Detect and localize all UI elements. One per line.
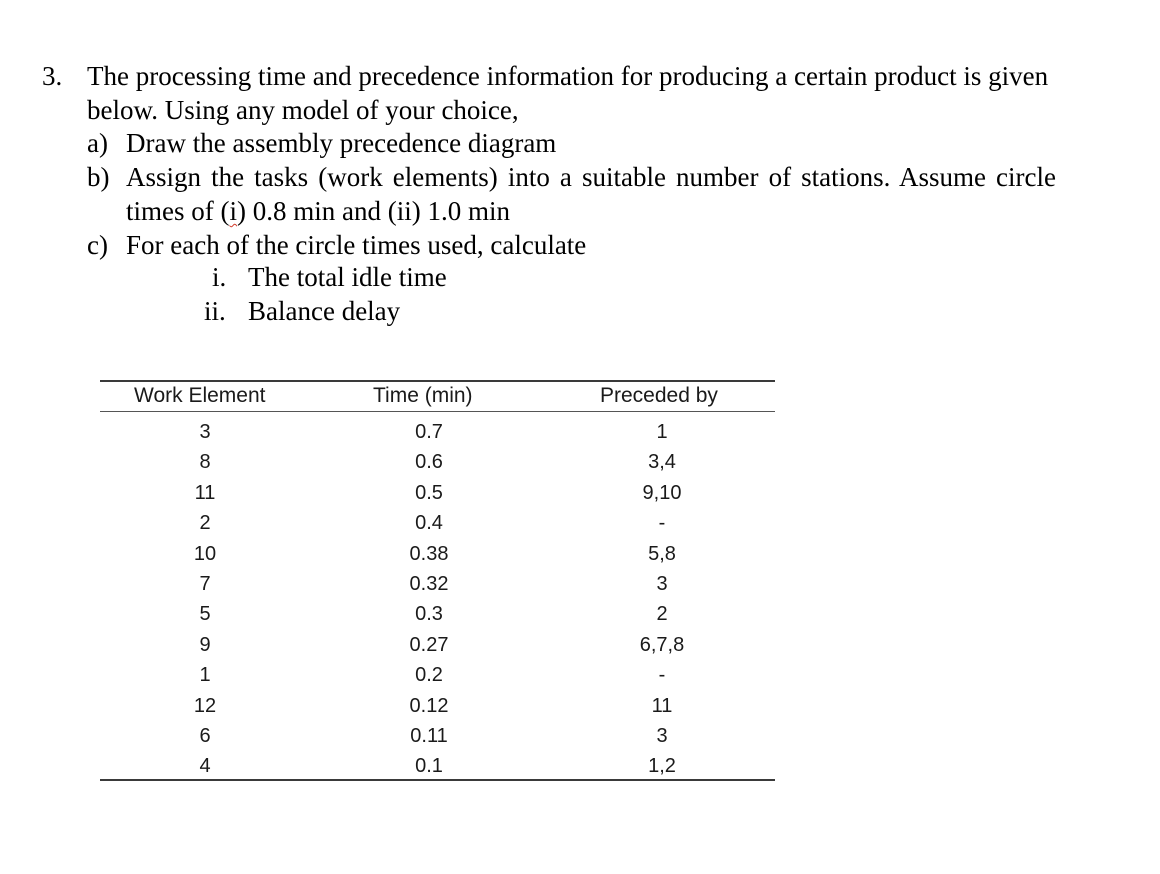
part-c-text: For each of the circle times used, calculate	[126, 230, 587, 260]
time-cell: 0.5	[415, 481, 443, 504]
preceded-by-cell: 6,7,8	[639, 633, 685, 656]
time-cell: 0.6	[415, 451, 443, 474]
part-b-line-2-post: ) 0.8 min and (ii) 1.0 min	[237, 196, 510, 226]
time-cell: 0.38	[409, 542, 449, 565]
work-element-cell: 2	[199, 512, 211, 535]
time-cell: 0.3	[415, 603, 443, 626]
part-b-line-1: Assign the tasks (work elements) into a suitable number of stations. Assume circle	[126, 162, 1056, 192]
part-c-label: c)	[87, 230, 108, 260]
time-cell: 0.4	[415, 512, 443, 535]
header-time: Time (min)	[373, 384, 473, 407]
sub-item-i-text: The total idle time	[248, 262, 447, 292]
work-element-cell: 9	[199, 633, 211, 656]
work-element-cell: 5	[199, 603, 211, 626]
sub-item-ii-text: Balance delay	[248, 296, 401, 326]
question-number: 3.	[42, 61, 63, 91]
table-header-rule	[100, 411, 775, 412]
intro-line-1: The processing time and precedence information for producing a certain product is given	[87, 61, 1049, 91]
sub-item-i-label: i.	[212, 262, 227, 292]
time-cell: 0.27	[409, 633, 449, 656]
work-element-cell: 1	[199, 664, 211, 687]
preceded-by-cell: 2	[656, 603, 668, 626]
time-cell: 0.7	[415, 421, 443, 443]
work-element-cell: 4	[199, 755, 211, 778]
part-b-line-2	[126, 195, 510, 228]
time-cell: 0.32	[409, 573, 449, 595]
preceded-by-cell: 3	[656, 573, 668, 595]
sub-item-ii-label: ii.	[204, 296, 226, 326]
work-element-cell: 11	[194, 481, 216, 504]
work-element-cell: 6	[199, 725, 211, 747]
part-b-line-2-pre: times of (	[126, 196, 230, 226]
table-top-rule	[100, 380, 775, 382]
preceded-by-cell: -	[658, 512, 666, 535]
precedence-table	[100, 377, 775, 782]
work-element-cell: 12	[193, 694, 217, 717]
table-bottom-rule	[100, 779, 775, 781]
intro-line-2: below. Using any model of your choice,	[87, 95, 519, 125]
preceded-by-cell: 3,4	[648, 451, 676, 474]
preceded-by-cell: 5,8	[648, 542, 676, 565]
preceded-by-cell: -	[658, 664, 666, 687]
header-preceded-by: Preceded by	[600, 384, 718, 407]
work-element-cell: 10	[193, 542, 217, 565]
work-element-cell: 8	[199, 451, 211, 474]
preceded-by-cell: 9,10	[642, 481, 682, 504]
work-element-cell: 3	[199, 421, 211, 443]
part-b-label: b)	[87, 162, 110, 192]
time-cell: 0.12	[409, 694, 449, 717]
time-cell: 0.11	[410, 725, 448, 747]
preceded-by-cell: 1,2	[648, 755, 676, 778]
time-cell: 0.2	[415, 664, 443, 687]
part-a-text: Draw the assembly precedence diagram	[126, 128, 557, 158]
header-work-element: Work Element	[134, 384, 266, 407]
preceded-by-cell: 3	[656, 725, 668, 747]
work-element-cell: 7	[199, 573, 211, 595]
part-a-label: a)	[87, 128, 108, 158]
preceded-by-cell: 11	[651, 694, 673, 717]
spellcheck-marked-text: i	[229, 196, 237, 226]
preceded-by-cell: 1	[656, 421, 668, 443]
time-cell: 0.1	[415, 755, 443, 778]
